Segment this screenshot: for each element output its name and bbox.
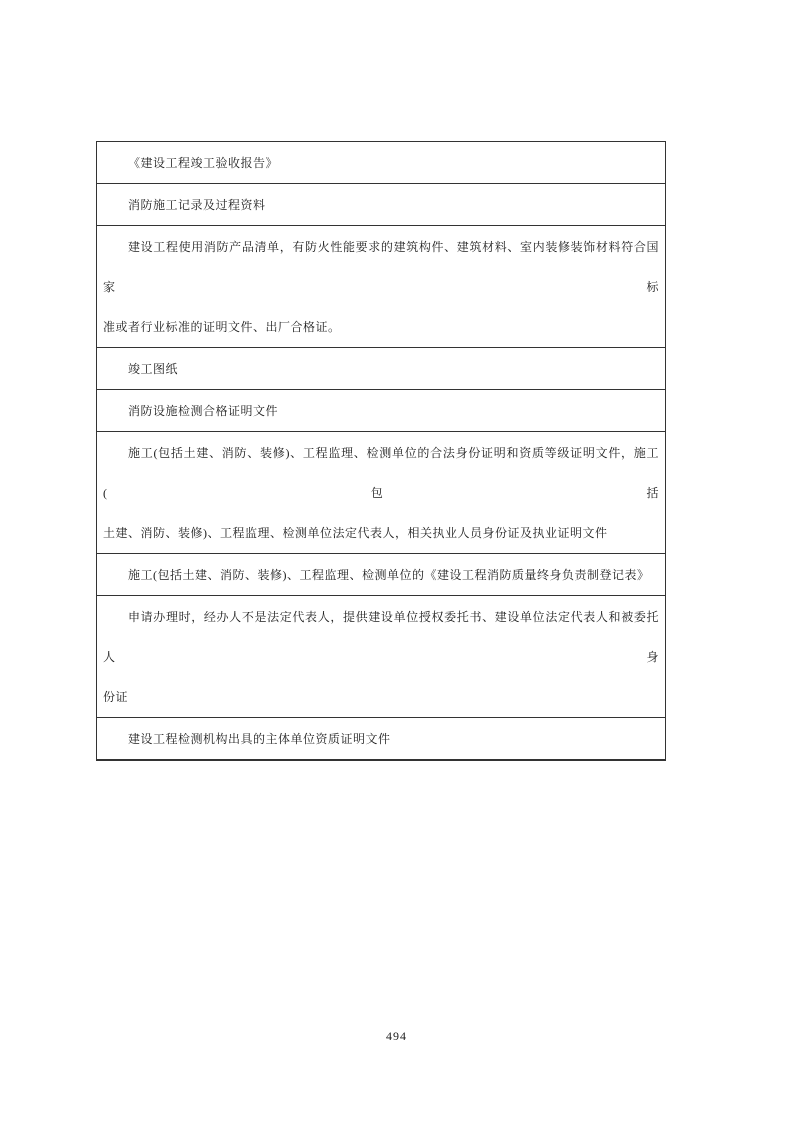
table-row	[97, 184, 665, 226]
cell-text-line: 施工(包括土建、消防、装修)、工程监理、检测单位的《建设工程消防质量终身负责制登记表》	[128, 568, 650, 582]
cell-text-line: 施工(包括土建、消防、装修)、工程监理、检测单位的合法身份证明和资质等级证明文件，施工(包括	[103, 446, 659, 500]
table-row	[97, 390, 665, 432]
cell-text-line: 消防设施检测合格证明文件	[128, 404, 279, 418]
cell-text-line: 竣工图纸	[128, 362, 179, 376]
table-row	[97, 432, 665, 554]
table-row	[97, 596, 665, 718]
cell-text-line: 土建、消防、装修)、工程监理、检测单位法定代表人，相关执业人员身份证及执业证明文件	[103, 526, 608, 540]
cell-text-line: 《建设工程竣工验收报告》	[128, 156, 279, 170]
requirements-table	[96, 141, 666, 761]
page-number: 494	[386, 1029, 407, 1043]
table-row	[97, 718, 665, 759]
cell-text-line: 建设工程使用消防产品清单，有防火性能要求的建筑构件、建筑材料、室内装修装饰材料符合国家标	[103, 240, 659, 294]
cell-text-line: 申请办理时，经办人不是法定代表人，提供建设单位授权委托书、建设单位法定代表人和被委托人身	[103, 610, 659, 664]
cell-text-line: 份证	[103, 690, 129, 704]
table-row	[97, 554, 665, 596]
table-row	[97, 348, 665, 390]
cell-text-line: 消防施工记录及过程资料	[128, 198, 266, 212]
cell-text-line: 准或者行业标准的证明文件、出厂合格证。	[103, 320, 341, 334]
cell-text-line: 建设工程检测机构出具的主体单位资质证明文件	[128, 732, 391, 746]
table-row	[97, 226, 665, 348]
table-row	[97, 142, 665, 184]
